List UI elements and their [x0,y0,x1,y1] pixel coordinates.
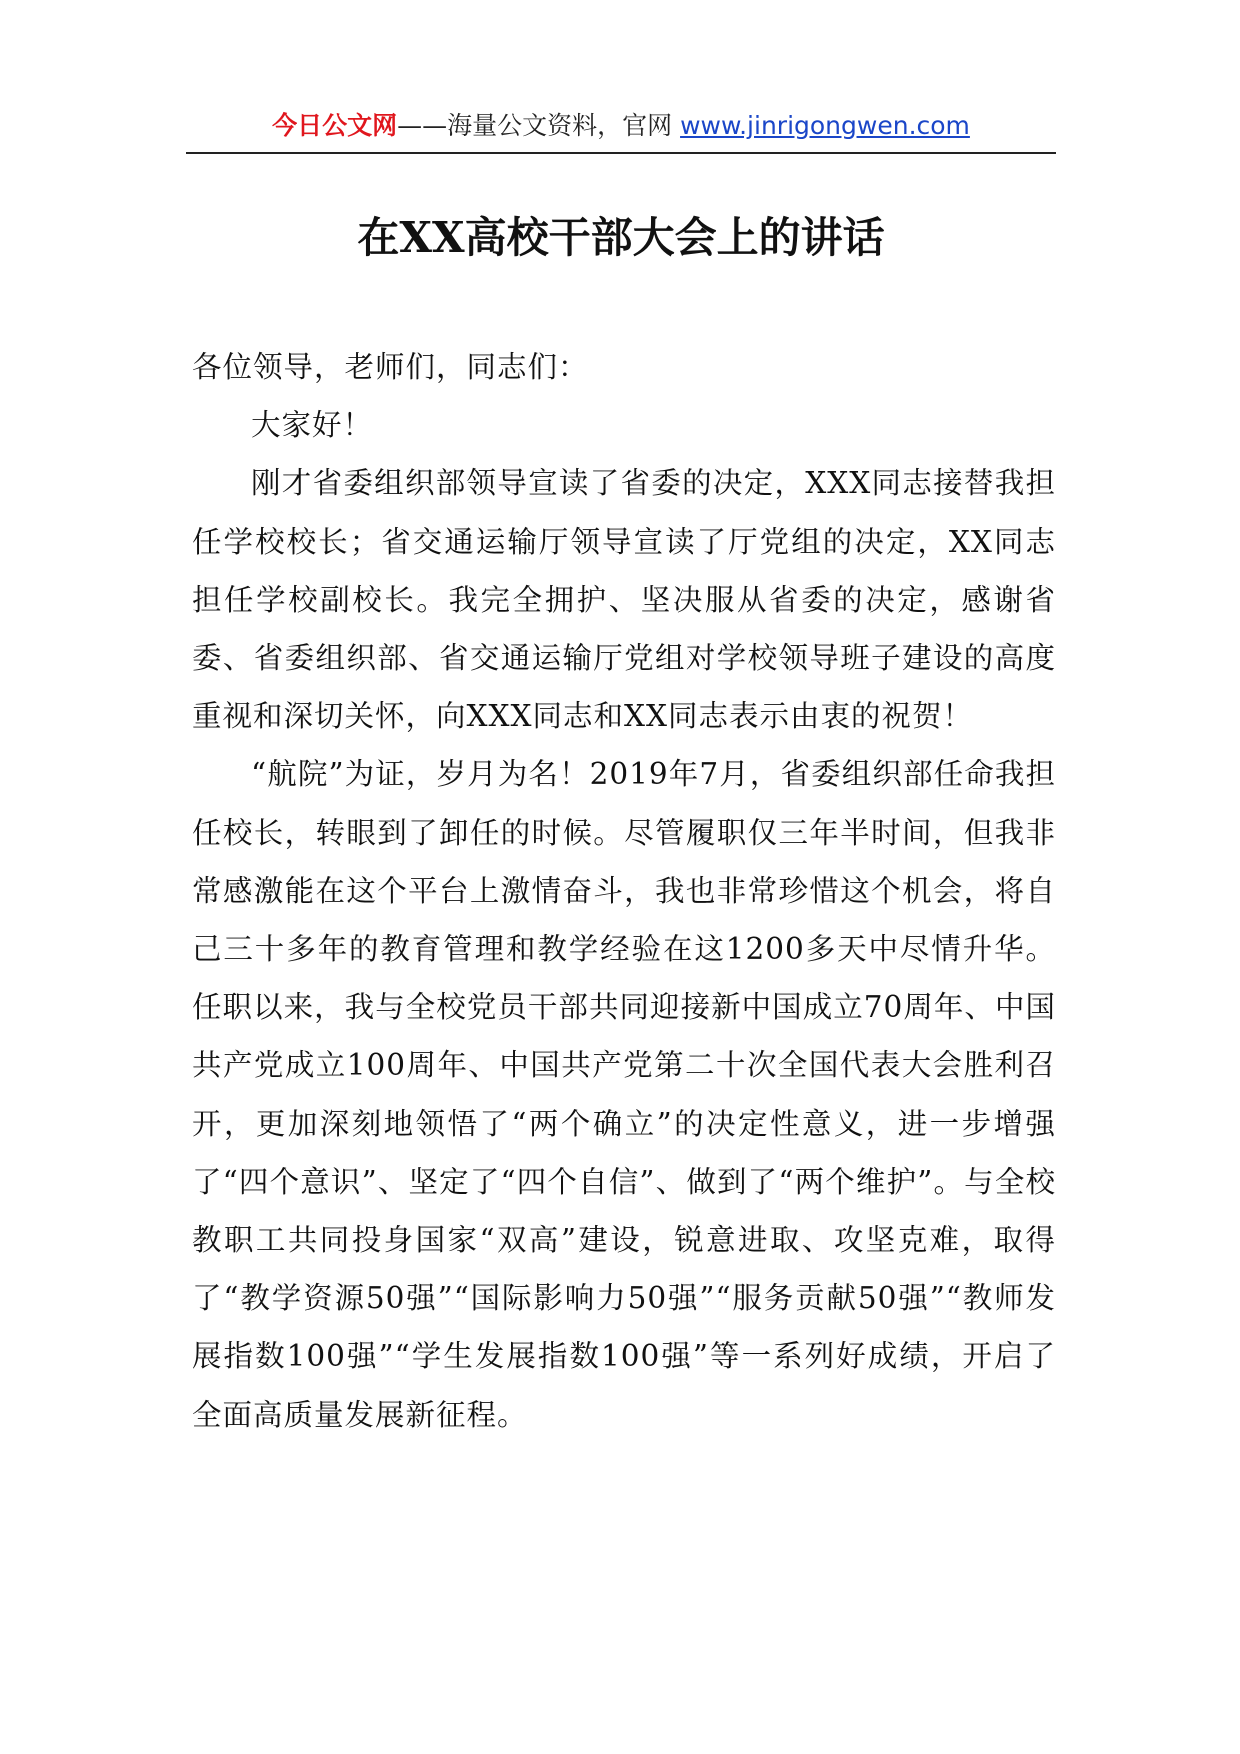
document-title: 在XX高校干部大会上的讲话 [357,213,885,262]
site-tagline: ——海量公文资料，官网 [397,111,681,140]
paragraph-1: 刚才省委组织部领导宣读了省委的决定，XXX同志接替我担任学校校长；省交通运输厅领导宣读了厅党组的决定，XX同志担任学校副校长。我完全拥护、坚决服从省委的决定，感谢省委、省委组织部、省交通运输厅党组对学校领导班子建设的高度重视和深切关怀，向XXX同志和XX同志表示由衷的祝贺！ [192,466,1056,734]
site-brand: 今日公文网 [272,111,398,140]
paragraph-2: “航院”为证，岁月为名！2019年7月，省委组织部任命我担任校长，转眼到了卸任的时候。尽管履职仅三年半时间，但我非常感激能在这个平台上激情奋斗，我也非常珍惜这个机会，将自己三十多年的教育管理和教学经验在这1200多天中尽情升华。任职以来，我与全校党员干部共同迎接新中国成立70周年、中国共产党成立100周年、中国共产党第二十次全国代表大会胜利召开，更加深刻地领悟了“两个确立”的决定性意义，进一步增强了“四个意识”、坚定了“四个自信”、做到了“两个维护”。与全校教职工共同投身国家“双高”建设，锐意进取、攻坚克难，取得了“教学资源50强”“国际影响力50强”“服务贡献50强”“教师发展指数100强”“学生发展指数100强”等一系列好成绩，开启了全面高质量发展新征程。 [192,757,1056,1432]
greeting: 大家好！ [251,408,374,443]
document-body [192,338,1056,1444]
site-header [186,104,1056,154]
salutation: 各位领导，老师们，同志们： [192,350,589,384]
site-url-link[interactable]: www.jinrigongwen.com [680,111,970,140]
